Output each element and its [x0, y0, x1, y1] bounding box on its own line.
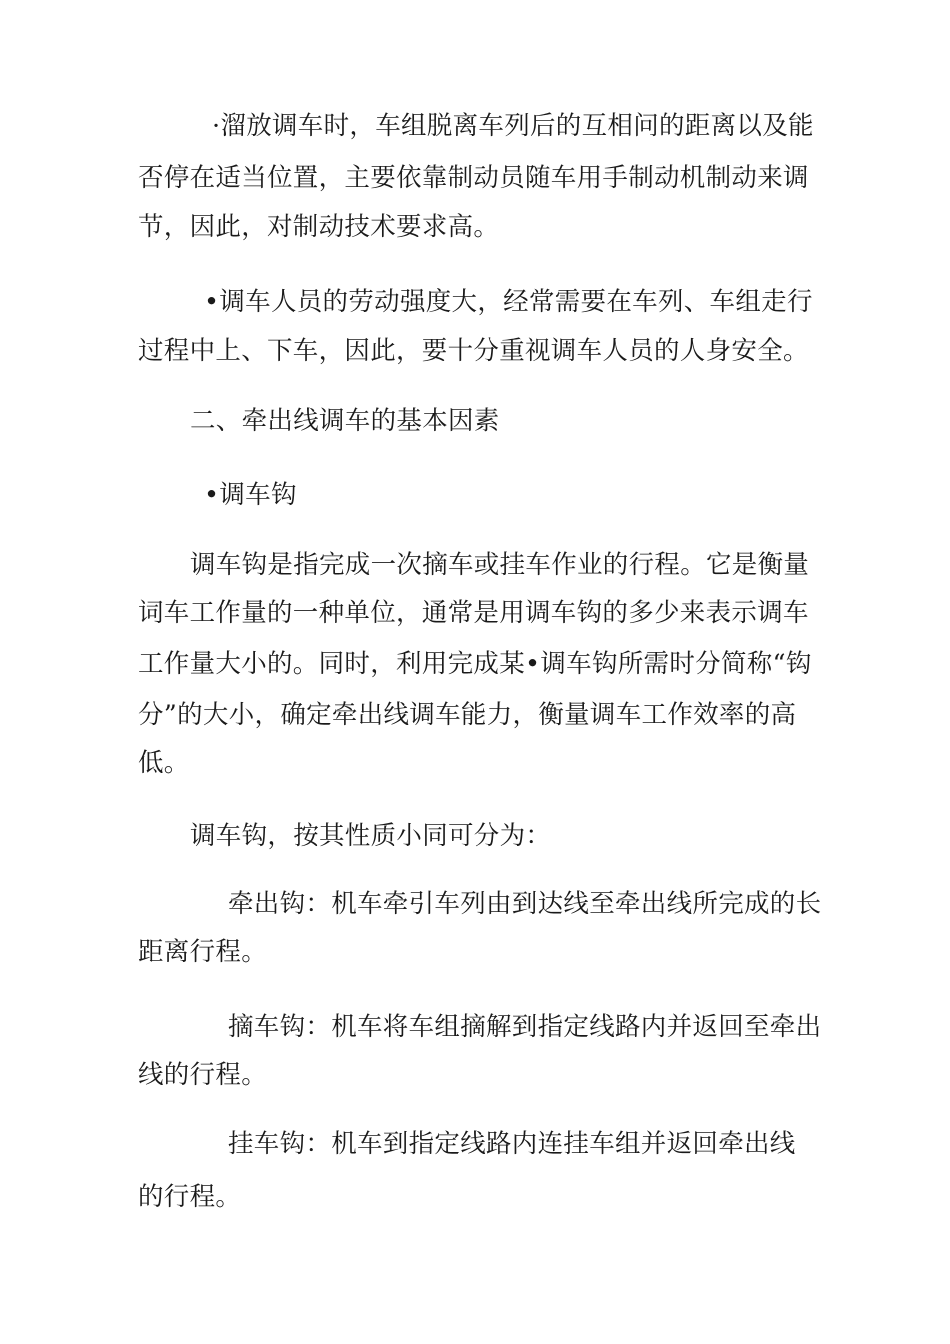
text-line: 节，因此，对制动技术要求高。: [138, 212, 500, 242]
text-line: 低。: [138, 748, 190, 778]
text-line: 的行程。: [138, 1182, 242, 1212]
text-line: 调车钩，按其性质小同可分为：: [190, 821, 552, 851]
heading-text: 二、牵出线调车的基本因素: [190, 406, 500, 436]
text-line: •调车人员的劳动强度大，经常需要在车列、车组走行: [204, 287, 813, 317]
text-line: 工作量大小的。同时，利用完成某•调车钩所需时分简称“钩: [138, 649, 812, 679]
text-line: 牵出钩：机车牵引车列由到达线至牵出线所完成的长: [228, 889, 822, 919]
text-line: 挂车钩：机车到指定线路内连挂车组并返回牵出线: [228, 1129, 796, 1159]
text-line: 调车钩是指完成一次摘车或挂车作业的行程。它是衡量: [190, 550, 810, 580]
text-line: 分”的大小，确定牵出线调车能力，衡量调车工作效率的高: [138, 700, 797, 730]
text-line: 否停在适当位置，主要依靠制动员随车用手制动机制动来调: [138, 163, 809, 193]
text-line: 词车工作量的一种单位，通常是用调车钩的多少来表示调车: [138, 598, 809, 628]
heading-text: •调车钩: [204, 480, 297, 510]
text-line: 摘车钩：机车将车组摘解到指定线路内并返回至牵出: [228, 1012, 822, 1042]
text-line: 距离行程。: [138, 937, 268, 967]
text-line: 线的行程。: [138, 1060, 268, 1090]
text-line: ·溜放调车时，车组脱离车列后的互相问的距离以及能: [212, 111, 814, 141]
text-line: 过程中上、下车，因此，要十分重视调车人员的人身安全。: [138, 336, 809, 366]
